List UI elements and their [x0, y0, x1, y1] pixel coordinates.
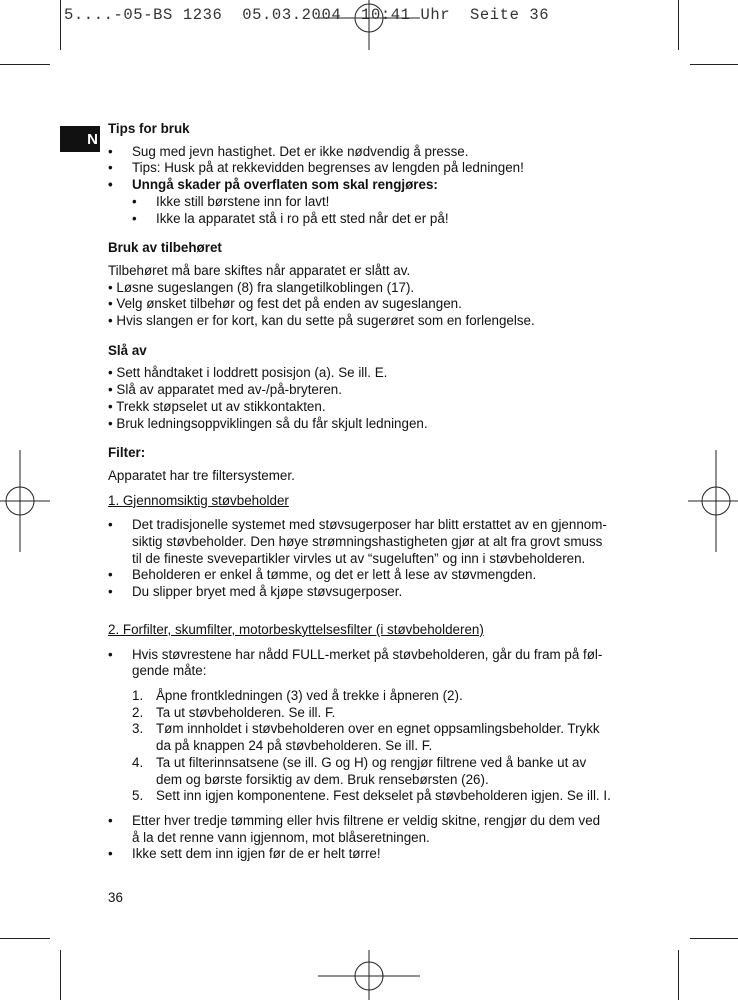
- list-item: • Du slipper bryet med å kjøpe støvsugerposer.: [108, 584, 648, 601]
- step-item: [108, 788, 648, 805]
- list-item: • Ikke sett dem inn igjen før de er helt tørre!: [108, 846, 648, 863]
- line: Etter hver tredje tømming eller hvis filtrene er veldig skitne, rengjør du dem ved: [132, 812, 601, 828]
- line: til de fineste svevepartikler virvles ut av “sugeluften” og inn i støvbeholderen.: [132, 550, 586, 566]
- line: Det tradisjonelle systemet med støvsugerposer har blitt erstattet av en gjennom-: [132, 517, 607, 533]
- step-item: [108, 755, 648, 788]
- line: Hvis støvrestene har nådd FULL-merket på støvbeholderen, går du fram på føl-: [132, 646, 603, 662]
- crop-mark-top-left-v: [60, 0, 61, 50]
- filter-sub1-heading: 1. Gjennomsiktig støvbeholder: [108, 492, 289, 508]
- crop-mark-bottom-left-h: [0, 938, 50, 939]
- line: gende måte:: [132, 663, 207, 679]
- step-number: 1.: [132, 687, 144, 703]
- registration-mark-left-icon: [0, 450, 50, 552]
- filter-steps-list: [108, 688, 648, 805]
- step-number: 4.: [132, 754, 144, 770]
- accessories-intro: Tilbehøret må bare skiftes når apparatet er slått av.: [108, 262, 411, 278]
- tips-sublist: [108, 194, 648, 227]
- list-item: [108, 813, 648, 846]
- list-item: • Beholderen er enkel å tømme, og det er lett å lese av støvmengden.: [108, 567, 648, 584]
- step-text: dem og børste forsiktig av dem. Bruk rensebørsten (26).: [156, 771, 489, 787]
- filter-sub2-tail: [108, 813, 648, 863]
- step-item: [108, 688, 648, 705]
- filter-sub1-list: [108, 517, 648, 601]
- crop-mark-top-left-h: [0, 64, 50, 65]
- list-item: • Bruk ledningsoppviklingen så du får skjult ledningen.: [108, 415, 428, 431]
- step-item: [108, 705, 648, 722]
- list-item: • Sug med jevn hastighet. Det er ikke nødvendig å presse.: [108, 144, 648, 161]
- accessories-list: [108, 280, 648, 330]
- manual-content: [108, 121, 648, 863]
- registration-mark-top-icon: [318, 0, 420, 50]
- list-item: [108, 647, 648, 680]
- registration-mark-bottom-icon: [318, 950, 420, 1000]
- step-text: da på knappen 24 på støvbeholderen. Se ill. F.: [156, 738, 433, 754]
- step-text: Ta ut filterinnsatsene (se ill. G og H) og rengjør filtrene ved å banke ut av: [156, 754, 587, 770]
- list-item: • Unngå skader på overflaten som skal rengjøres:: [108, 177, 648, 194]
- tips-list: [108, 144, 648, 194]
- list-item: • Løsne sugeslangen (8) fra slangetilkoblingen (17).: [108, 279, 415, 295]
- line: å la det renne vann igjennom, mot blåseretningen.: [132, 829, 430, 845]
- crop-mark-top-right-v: [678, 0, 679, 50]
- registration-mark-right-icon: [688, 450, 738, 552]
- section-heading-accessories: Bruk av tilbehøret: [108, 240, 222, 256]
- print-slug-line: 5....-05-BS 1236 05.03.2004 10:41 Uhr Seite 36: [64, 6, 550, 24]
- list-item: • Ikke still børstene inn for lavt!: [132, 194, 648, 211]
- step-text: Sett inn igjen komponentene. Fest dekselet på støvbeholderen igjen. Se ill. I.: [156, 788, 611, 804]
- list-item: • Ikke la apparatet stå i ro på ett sted når det er på!: [132, 211, 648, 228]
- step-text: Ta ut støvbeholderen. Se ill. F.: [156, 704, 336, 720]
- step-number: 2.: [132, 704, 144, 720]
- section-heading-filter: Filter:: [108, 445, 146, 461]
- list-item: • Velg ønsket tilbehør og fest det på enden av sugeslangen.: [108, 296, 462, 312]
- section-heading-switch-off: Slå av: [108, 342, 147, 358]
- list-item: [108, 517, 648, 567]
- step-text: Åpne frontkledningen (3) ved å trekke i åpneren (2).: [156, 687, 463, 703]
- line: siktig støvbeholder. Den høye strømningshastigheten gjør at alt fra grovt smuss: [132, 534, 603, 550]
- step-text: Tøm innholdet i støvbeholderen over en egnet oppsamlingsbeholder. Trykk: [156, 721, 600, 737]
- list-item: • Sett håndtaket i loddrett posisjon (a). Se ill. E.: [108, 365, 388, 381]
- filter-intro: Apparatet har tre filtersystemer.: [108, 467, 295, 483]
- filter-sub2-lead: [108, 647, 648, 680]
- list-item: • Trekk støpselet ut av stikkontakten.: [108, 398, 326, 414]
- filter-sub2-heading: 2. Forfilter, skumfilter, motorbeskyttelsesfilter (i støvbeholderen): [108, 621, 484, 637]
- step-item: [108, 721, 648, 754]
- step-number: 3.: [132, 721, 144, 737]
- crop-mark-top-right-h: [690, 64, 738, 65]
- switch-off-list: [108, 365, 648, 432]
- list-item: • Slå av apparatet med av-/på-bryteren.: [108, 382, 342, 398]
- crop-mark-bottom-right-h: [690, 938, 738, 939]
- crop-mark-bottom-left-v: [60, 950, 61, 1000]
- step-number: 5.: [132, 788, 144, 804]
- language-tab: N: [60, 126, 100, 152]
- list-item: • Tips: Husk på at rekkevidden begrenses av lengden på ledningen!: [108, 160, 648, 177]
- crop-mark-bottom-right-v: [678, 950, 679, 1000]
- section-heading-tips: Tips for bruk: [108, 121, 190, 136]
- list-item: • Hvis slangen er for kort, kan du sette på sugerøret som en forlengelse.: [108, 313, 535, 329]
- page-number: 36: [108, 890, 123, 905]
